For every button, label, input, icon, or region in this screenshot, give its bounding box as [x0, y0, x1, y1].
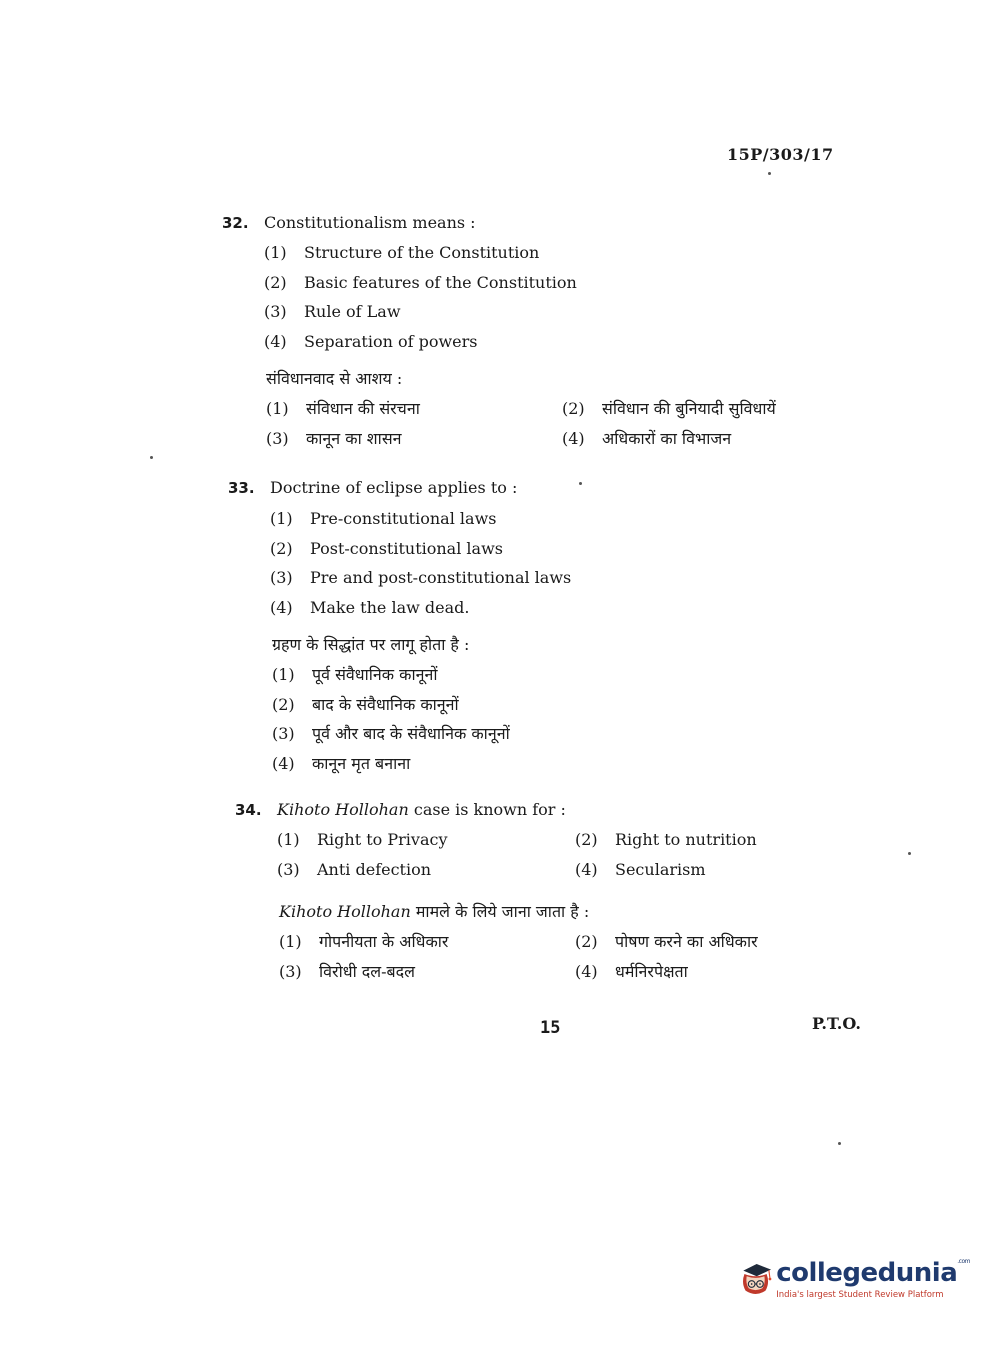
option: (1) Structure of the Constitution — [264, 243, 540, 262]
pto-label: P.T.O. — [812, 1014, 861, 1033]
hindi-block — [272, 633, 571, 781]
page-number: 15 — [540, 1018, 561, 1038]
option: (4) कानून मृत बनाना — [272, 753, 411, 773]
option: (1) संविधान की संरचना — [266, 399, 420, 418]
question-number: 34. — [235, 801, 262, 819]
option-row — [277, 830, 758, 860]
question-number: 33. — [228, 479, 255, 497]
option: (4) Make the law dead. — [270, 597, 470, 617]
option: (2) Post-constitutional laws — [270, 538, 503, 558]
option: (4) अधिकारों का विभाजन — [562, 428, 732, 448]
english-options — [264, 243, 776, 361]
english-options — [270, 509, 571, 627]
option-row — [277, 860, 758, 890]
paper-code: 15P/303/17 — [727, 145, 834, 164]
option: (4) Secularism — [575, 860, 706, 879]
logo-wordmark: collegedunia$^{.com}$ — [776, 1258, 970, 1288]
english-options — [277, 830, 758, 890]
option: (3) Rule of Law — [264, 302, 401, 321]
hindi-question-text: ग्रहण के सिद्धांत पर लागू होता है : — [272, 635, 470, 654]
hindi-block — [266, 367, 776, 456]
scan-speck — [908, 852, 911, 855]
question-33 — [228, 478, 571, 781]
option: (2) संविधान की बुनियादी सुविधायें — [562, 399, 776, 418]
option: (2) पोषण करने का अधिकार — [575, 932, 758, 951]
option: (4) Separation of powers — [264, 331, 478, 351]
question-text: Doctrine of eclipse applies to : — [270, 478, 518, 497]
question-text: Kihoto Hollohan case is known for : — [277, 800, 566, 819]
collegedunia-logo[interactable] — [740, 1244, 970, 1314]
scan-speck — [579, 482, 582, 485]
scan-speck — [768, 172, 771, 175]
hindi-block — [279, 900, 758, 989]
option: (3) पूर्व और बाद के संवैधानिक कानूनों — [272, 724, 510, 743]
question-text: Constitutionalism means : — [264, 213, 476, 232]
scan-speck — [838, 1142, 841, 1145]
hindi-question-text: संविधानवाद से आशय : — [266, 369, 403, 388]
hindi-option-row — [266, 427, 776, 457]
option: (1) Right to Privacy — [277, 830, 448, 849]
hindi-option-row — [279, 930, 758, 960]
hindi-option-row — [279, 960, 758, 990]
option: (3) Pre and post-constitutional laws — [270, 568, 572, 587]
question-34 — [235, 800, 758, 989]
option: (3) कानून का शासन — [266, 428, 402, 448]
option: (2) Right to nutrition — [575, 830, 757, 849]
option: (2) बाद के संवैधानिक कानूनों — [272, 694, 459, 714]
question-number: 32. — [222, 214, 249, 232]
question-32 — [222, 213, 776, 456]
option: (1) गोपनीयता के अधिकार — [279, 932, 449, 951]
logo-mascot-icon — [740, 1244, 772, 1314]
option: (2) Basic features of the Constitution — [264, 272, 577, 292]
option: (3) विरोधी दल-बदल — [279, 961, 416, 981]
hindi-option-row — [266, 397, 776, 427]
option: (1) पूर्व संवैधानिक कानूनों — [272, 665, 438, 684]
scan-speck — [150, 456, 153, 459]
option: (4) धर्मनिरपेक्षता — [575, 961, 688, 981]
option: (3) Anti defection — [277, 860, 432, 879]
hindi-question-text: Kihoto Hollohan मामले के लिये जाना जाता है : — [279, 902, 590, 921]
logo-tagline: India's largest Student Review Platform — [776, 1290, 944, 1300]
option: (1) Pre-constitutional laws — [270, 509, 497, 528]
